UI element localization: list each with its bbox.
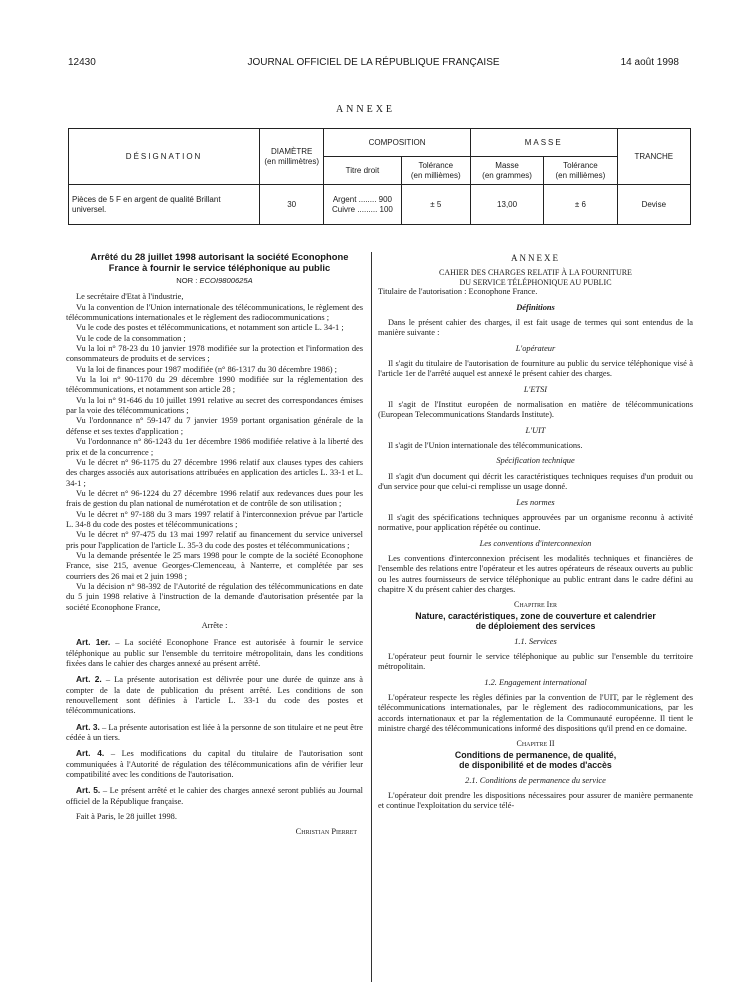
visa-paragraph: Vu le décret n° 96-1175 du 27 décembre 1996 relatif aux clauses types des cahiers des charges associés aux autorisations attribuées en application des articles L. 33-1 et L. 34-1 ; <box>66 457 363 488</box>
page-number: 12430 <box>68 57 96 68</box>
definitions-intro: Dans le présent cahier des charges, il est fait usage de termes qui sont entendus de la manière suivante : <box>378 318 693 338</box>
chapter-2-title-line2: de disponibilité et de modes d'accès <box>459 760 612 771</box>
term-heading: L'UIT <box>525 425 546 435</box>
cahier-title-line1: CAHIER DES CHARGES RELATIF À LA FOURNITURE <box>439 268 632 278</box>
section-text: L'opérateur peut fournir le service téléphonique au public sur l'ensemble du territoire métropolitain. <box>378 651 693 672</box>
visa-paragraph: Vu le décret n° 97-188 du 3 mars 1997 relatif à l'interconnexion prévue par l'article L. 34-8 du code des postes et télécommunications ; <box>66 509 363 529</box>
visa-paragraph: Vu la convention de l'Union internationale des télécommunications, le règlement des télécommunications internationales et le règlement des radiocommunications ; <box>66 302 363 323</box>
col-composition: COMPOSITION <box>324 129 471 157</box>
chapter-2-title-line1: Conditions de permanence, de qualité, <box>454 749 617 760</box>
term-heading: L'opérateur <box>515 343 556 353</box>
col-designation: DÉSIGNATION <box>69 129 260 185</box>
cell-tranche: Devise <box>617 185 690 225</box>
col-tolerance-composition: Tolérance (en millièmes) <box>401 157 470 185</box>
chapter-1-label: Chapitre Ier <box>514 600 557 610</box>
term-definition: Il s'agit d'un document qui décrit les caractéristiques techniques requises d'un produit ou d'un service pour que celui-ci remplisse un usage donné. <box>378 471 693 492</box>
section-text: L'opérateur doit prendre les dispositions nécessaires pour assurer de manière permanente et continue l'exploitation du service télé- <box>378 791 693 811</box>
visa-paragraph: Vu l'ordonnance n° 86-1243 du 1er décembre 1986 modifiée relative à la liberté des prix et de la concurrence ; <box>66 437 363 457</box>
visa-paragraph: Vu la loi n° 78-23 du 10 janvier 1978 modifiée sur la protection et l'information des consommateurs de produits et de services ; <box>66 344 363 364</box>
column-divider <box>371 252 372 982</box>
journal-title: JOURNAL OFFICIEL DE LA RÉPUBLIQUE FRANÇAISE <box>247 57 500 68</box>
term-definition: Il s'agit du titulaire de l'autorisation de fourniture au public du service téléphonique visé à l'article 1er de l'arrêté auquel est annexé le présent cahier des charges. <box>378 359 693 379</box>
visa-paragraph: Vu la loi n° 91-646 du 10 juillet 1991 relative au secret des correspondances émises par la voie des télécommunications ; <box>66 395 363 416</box>
arrete-heading: Arrête : <box>201 621 228 630</box>
article-4: Art. 4. – Les modifications du capital du titulaire de l'autorisation sont communiquées à l'Autorité de régulation des télécommunications afin de vérifier leur compatibilité avec les conditions de l'autorisation. <box>66 748 363 780</box>
section-text: L'opérateur respecte les règles définies par la convention de l'UIT, par le règlement des télécommunications internationales, par le règlement des radiocommunications, par les accords internationaux et par la réglementation de la Communauté européenne. Il tient le ministre chargé des télécommunications informé des dispositions qu'il prend en ce domaine. <box>378 692 693 733</box>
right-column <box>378 253 693 812</box>
cell-designation: Pièces de 5 F en argent de qualité Brillant universel. <box>69 185 260 225</box>
issue-date: 14 août 1998 <box>620 57 679 68</box>
section-heading: 1.1. Services <box>514 636 557 646</box>
visa-paragraph: Vu l'ordonnance n° 59-147 du 7 janvier 1959 portant organisation générale de la défense et ses textes d'application ; <box>66 416 363 436</box>
annex-heading: ANNEXE <box>335 104 396 115</box>
term-heading: Les conventions d'interconnexion <box>479 538 592 548</box>
section-heading: 1.2. Engagement international <box>484 677 587 687</box>
visa-paragraph: Vu la décision n° 98-392 de l'Autorité de régulation des télécommunications en date du 5 juin 1998 relative à l'instruction de la demande d'autorisation présentée par la société Econophone France, <box>66 581 363 612</box>
annex-title: ANNEXE <box>511 253 560 263</box>
cell-titre: Argent ........ 900 Cuivre ......... 100 <box>324 185 401 225</box>
chapter-2-label: Chapitre II <box>516 739 555 749</box>
visa-paragraph: Vu le décret n° 97-475 du 13 mai 1997 relatif au financement du service universel pris pour l'application de l'article L. 35-3 du code des postes et télécommunications ; <box>66 530 363 550</box>
visa-paragraph: Vu le décret n° 96-1224 du 27 décembre 1996 relatif aux redevances dues pour les frais de gestion du plan national de numérotation et de contrôle de son utilisation ; <box>66 488 363 509</box>
visa-paragraph: Vu le code des postes et télécommunications, et notamment son article L. 34-1 ; <box>76 323 344 333</box>
section-heading: 2.1. Conditions de permanence du service <box>465 775 606 785</box>
term-heading: Spécification technique <box>496 456 575 466</box>
term-definition: Il s'agit des spécifications techniques approuvées par un organisme reconnu à activité normative, pour application répétée ou continue. <box>378 512 693 533</box>
visa-paragraph: Le secrétaire d'Etat à l'industrie, <box>76 292 184 302</box>
term-definition: Il s'agit de l'Institut européen de normalisation en matière de télécommunications (European Telecommunications Standards Institute). <box>378 400 693 420</box>
term-heading: L'ETSI <box>523 384 548 394</box>
nor-reference: NOR : ECOI9800625A <box>176 276 253 285</box>
visa-paragraph: Vu la demande présentée le 25 mars 1998 pour le compte de la société Econophone France, sise 215, avenue Georges-Clemenceau, à Nanterre, et complétée par ses courriers des 26 mai et 2 juin 1998 ; <box>66 550 363 581</box>
place-date: Fait à Paris, le 28 juillet 1998. <box>76 812 177 822</box>
article-5: Art. 5. – Le présent arrêté et le cahier des charges annexé seront publiés au Journal officiel de la République française. <box>66 785 363 806</box>
definitions-heading: Définitions <box>516 302 555 312</box>
visa-paragraph: Vu la loi n° 90-1170 du 29 décembre 1990 modifiée sur la réglementation des télécommunications, et notamment son article 28 ; <box>66 375 363 395</box>
article-1: Art. 1er. – La société Econophone France est autorisée à fournir le service téléphonique au public sur l'ensemble du territoire métropolitain, dans les conditions fixées dans le cahier des charges annexé au présent arrêté. <box>66 637 363 669</box>
left-column <box>66 251 363 837</box>
cell-tolerance-masse: ± 6 <box>544 185 617 225</box>
col-diametre: DIAMÈTRE (en millimètres) <box>260 129 324 185</box>
cell-tolerance-composition: ± 5 <box>401 185 470 225</box>
term-heading: Les normes <box>516 497 555 507</box>
visa-paragraph: Vu le code de la consommation ; <box>76 333 186 343</box>
cahier-title-line2: DU SERVICE TÉLÉPHONIQUE AU PUBLIC <box>459 277 612 287</box>
chapter-1-title-line2: de déploiement des services <box>475 621 596 632</box>
coin-specification-table <box>68 128 691 225</box>
titulaire: Titulaire de l'autorisation : Econophone France. <box>378 287 538 297</box>
signature: Christian Pierret <box>295 826 357 836</box>
col-tolerance-masse: Tolérance (en millièmes) <box>544 157 617 185</box>
chapter-1-title-line1: Nature, caractéristiques, zone de couverture et calendrier <box>415 610 656 621</box>
article-3: Art. 3. – La présente autorisation est liée à la personne de son titulaire et ne peut être cédée à un tiers. <box>66 721 363 743</box>
article-2: Art. 2. – La présente autorisation est délivrée pour une durée de quinze ans à compter de la date de publication du présent arrêté. Les conditions de son renouvellement sont définies à l'article L. 33-1 du code des postes et télécommunications. <box>66 674 363 716</box>
table-row <box>69 185 691 225</box>
col-masse-grammes: Masse (en grammes) <box>470 157 543 185</box>
cell-masse: 13,00 <box>470 185 543 225</box>
col-titre-droit: Titre droit <box>324 157 401 185</box>
decree-title-line1: Arrêté du 28 juillet 1998 autorisant la société Econophone <box>90 251 349 262</box>
term-definition: Les conventions d'interconnexion précisent les modalités techniques et financières de l'ensemble des relations entre l'opérateur et les autres opérateurs de réseaux ouverts au public ou les autres fournisseurs de service téléphonique au public entrant dans le cadre défini au chapitre X du présent cahier des charges. <box>378 553 693 594</box>
visa-paragraph: Vu la loi de finances pour 1987 modifiée (n° 86-1317 du 30 décembre 1986) ; <box>76 364 338 374</box>
col-masse: MASSE <box>470 129 617 157</box>
col-tranche: TRANCHE <box>617 129 690 185</box>
term-definition: Il s'agit de l'Union internationale des télécommunications. <box>388 441 583 451</box>
cell-diametre: 30 <box>260 185 324 225</box>
decree-title-line2: France à fournir le service téléphonique au public <box>108 262 331 273</box>
